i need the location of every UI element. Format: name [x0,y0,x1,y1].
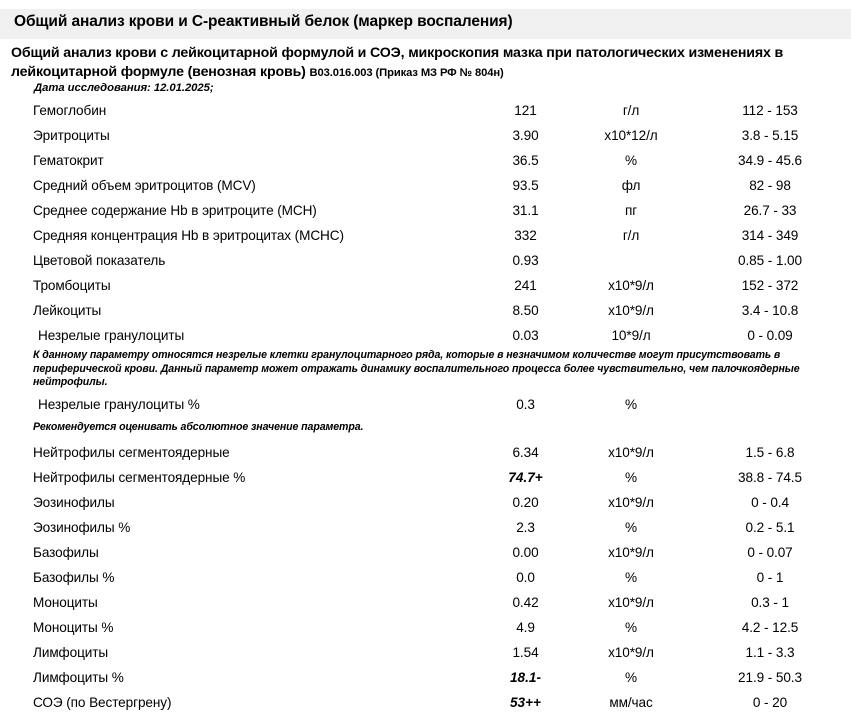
row-units: % [625,670,637,685]
table-row [0,148,851,173]
table-row [0,173,851,198]
row-units: х10*9/л [608,445,654,460]
row-label: Эозинофилы % [33,520,131,535]
row-label: Лимфоциты % [33,670,124,685]
row-units: мм/час [609,695,653,710]
row-units: % [625,570,637,585]
results-block-immature-percent [0,392,851,417]
row-units: х10*9/л [608,303,654,318]
table-row [0,223,851,248]
row-label: Моноциты [33,595,98,610]
row-value: 0.00 [512,545,539,560]
table-row [0,690,851,715]
table-row [0,198,851,223]
row-label: Гематокрит [33,153,104,168]
table-row [0,640,851,665]
row-units: % [625,396,637,412]
row-label: Цветовой показатель [33,253,166,268]
report-service-code: B03.016.003 (Приказ МЗ РФ № 804н) [309,67,504,79]
row-label: Базофилы % [33,570,115,585]
row-reference-range: 1.1 - 3.3 [745,645,795,660]
row-reference-range: 0.85 - 1.00 [738,253,802,268]
table-row [0,298,851,323]
row-units: х10*9/л [608,495,654,510]
row-value-abnormal: 74.7+ [508,470,543,485]
row-value: 0.03 [512,328,539,343]
row-label: Нейтрофилы сегментоядерные % [33,470,246,485]
row-reference-range: 26.7 - 33 [743,203,797,218]
row-reference-range: 3.8 - 5.15 [741,128,799,143]
immature-granulocytes-note: К данному параметру относятся незрелые клетки гранулоцитарного ряда, которые в незначимом количестве могут присутствовать в периферической крови. Данный параметр может отражать динамику воспалительного процесса более чувствительно, чем палочкоядерные нейтрофилы. [33,349,800,388]
row-reference-range: 0 - 1 [756,570,784,585]
row-units: % [625,620,637,635]
row-reference-range: 0 - 0.4 [751,495,789,510]
row-value: 0.20 [512,495,539,510]
report-subtitle-text: Общий анализ крови с лейкоцитарной формулой и СОЭ, микроскопия мазка при патологических изменениях в лейкоцитарной формуле (венозная кровь) [11,45,784,80]
row-reference-range: 4.2 - 12.5 [741,620,799,635]
row-units: х10*12/л [604,128,658,143]
row-label: Среднее содержание Hb в эритроците (MCH) [33,203,317,218]
row-units: х10*9/л [608,278,654,293]
row-label: Базофилы [33,545,99,560]
row-reference-range: 0 - 20 [752,695,788,710]
table-row [0,273,851,298]
row-units: % [625,520,637,535]
report-subtitle [11,44,843,83]
row-reference-range: 21.9 - 50.3 [738,670,802,685]
row-value: 6.34 [512,445,539,460]
row-units: х10*9/л [608,595,654,610]
row-reference-range: 0.2 - 5.1 [745,520,795,535]
row-label: Нейтрофилы сегментоядерные [33,445,230,460]
row-reference-range: 152 - 372 [741,278,799,293]
row-label: Средний объем эритроцитов (MCV) [33,178,256,193]
results-table [0,98,851,715]
row-label: Тромбоциты [33,278,111,293]
table-row [0,615,851,640]
table-row [0,540,851,565]
table-row [0,490,851,515]
table-row [0,590,851,615]
row-units: г/л [622,103,640,118]
table-row [0,123,851,148]
row-units: 10*9/л [611,328,651,343]
table-row [0,323,851,348]
row-value: 2.3 [516,520,535,535]
row-reference-range: 3.4 - 10.8 [741,303,799,318]
row-units: фл [621,178,641,193]
row-value: 0.3 [516,396,535,412]
row-value-abnormal: 18.1- [510,670,541,685]
row-label: Лейкоциты [33,303,102,318]
study-date: Дата исследования: 12.01.2025; [34,82,214,94]
row-reference-range: 38.8 - 74.5 [738,470,802,485]
row-value: 36.5 [512,153,539,168]
row-label: Эозинофилы [33,495,115,510]
results-block-primary [0,98,851,348]
results-block-differential [0,440,851,715]
table-row [0,392,851,417]
row-reference-range: 0.3 - 1 [751,595,789,610]
row-label: СОЭ (по Вестергрену) [33,695,172,710]
row-value: 31.1 [512,203,539,218]
absolute-value-recommendation-note: Рекомендуется оценивать абсолютное значение параметра. [33,420,364,433]
row-value: 4.9 [516,620,535,635]
row-reference-range: 1.5 - 6.8 [745,445,795,460]
row-units: пг [624,203,638,218]
row-reference-range: 0 - 0.07 [747,545,793,560]
row-units: % [625,470,637,485]
row-value: 241 [514,278,537,293]
row-label: Моноциты % [33,620,114,635]
table-row [0,515,851,540]
row-value: 93.5 [512,178,539,193]
row-value: 1.54 [512,645,539,660]
row-reference-range: 314 - 349 [741,228,799,243]
row-label: Незрелые гранулоциты [38,328,185,343]
table-row [0,98,851,123]
row-value: 332 [514,228,537,243]
row-reference-range: 34.9 - 45.6 [738,153,802,168]
row-reference-range: 112 - 153 [742,103,798,118]
row-label: Средняя концентрация Hb в эритроцитах (MCHC) [33,228,344,243]
row-label: Эритроциты [33,128,110,143]
report-title: Общий анализ крови и С-реактивный белок (маркер воспаления) [14,13,513,30]
row-value: 0.42 [512,595,539,610]
row-value: 8.50 [512,303,539,318]
row-units: х10*9/л [608,545,654,560]
row-value: 0.93 [512,253,539,268]
row-reference-range: 0 - 0.09 [747,328,793,343]
table-row [0,565,851,590]
row-units: х10*9/л [608,645,654,660]
row-units: г/л [622,228,640,243]
row-units: % [625,153,637,168]
row-label: Незрелые гранулоциты % [38,396,200,412]
row-label: Гемоглобин [33,103,107,118]
table-row [0,665,851,690]
row-reference-range: 82 - 98 [749,178,791,193]
row-value: 0.0 [516,570,535,585]
table-row [0,248,851,273]
table-row [0,465,851,490]
row-value-abnormal: 53++ [510,695,541,710]
table-row [0,440,851,465]
row-value: 121 [514,103,537,118]
row-label: Лимфоциты [33,645,109,660]
row-value: 3.90 [512,128,539,143]
